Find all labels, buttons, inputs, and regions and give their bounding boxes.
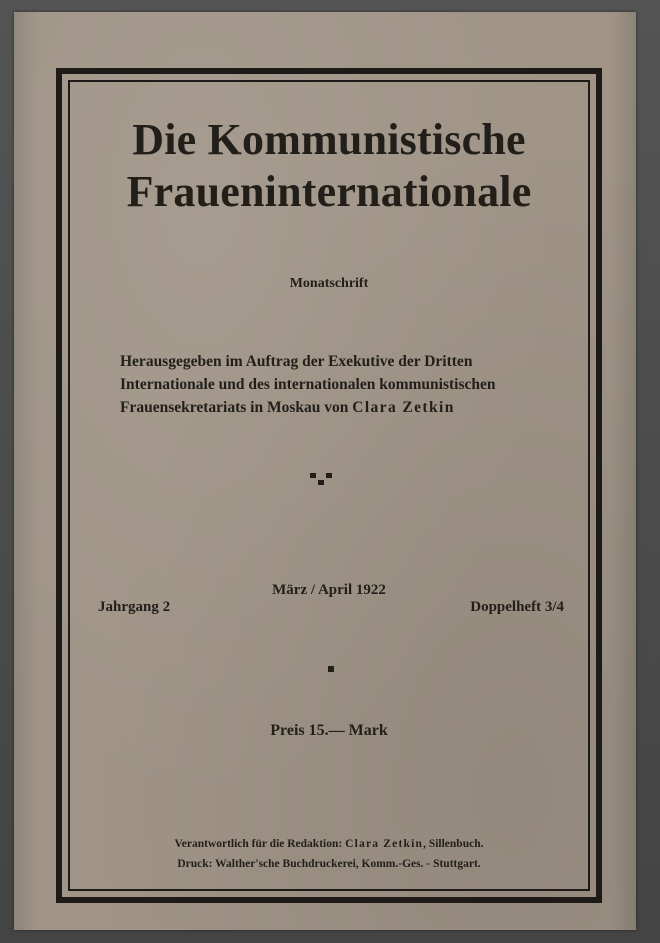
magazine-cover — [14, 12, 636, 930]
editor-prefix: Verantwortlich für die Redaktion: — [174, 838, 343, 850]
publisher-line-3 — [120, 396, 496, 419]
title-line-2: Fraueninternationale — [126, 167, 532, 216]
editor-credit — [62, 838, 596, 850]
issue-number: Doppelheft 3/4 — [470, 599, 564, 615]
publisher-name: Clara Zetkin — [352, 399, 455, 416]
editor-suffix: , Sillenbuch. — [423, 838, 484, 850]
publisher-line-2: Internationale und des internationalen kommunistischen — [120, 376, 496, 393]
title-line-1: Die Kommunistische — [132, 115, 526, 164]
publisher-statement — [120, 350, 496, 419]
volume-label: Jahrgang 2 — [98, 599, 171, 615]
price: Preis 15.— Mark — [270, 722, 388, 739]
editor-name: Clara Zetkin — [345, 838, 424, 850]
ornament-icon — [310, 473, 336, 487]
publisher-line-1: Herausgegeben im Auftrag der Exekutive der Dritten — [120, 353, 473, 370]
publisher-line-3-prefix: Frauensekretariats in Moskau von — [120, 399, 349, 416]
separator-dot-icon — [328, 666, 334, 672]
printer-credit: Druck: Walther'sche Buchdruckerei, Komm.-Ges. - Stuttgart. — [177, 858, 481, 870]
outer-frame-border — [56, 68, 602, 903]
subtitle: Monatschrift — [289, 276, 369, 291]
issue-date: März / April 1922 — [272, 582, 386, 598]
